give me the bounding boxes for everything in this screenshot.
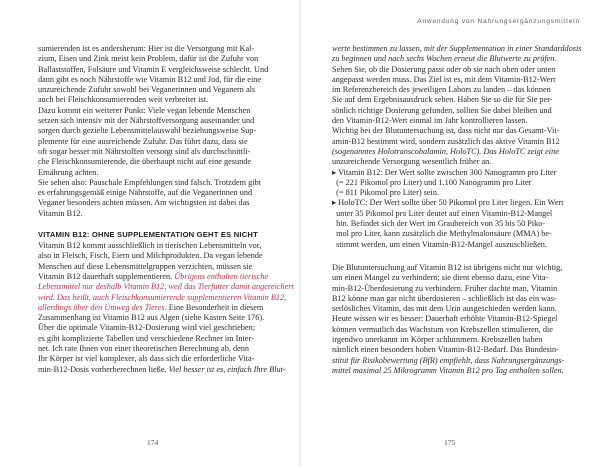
- text-line: unzureichende Zufuhr sowohl bei Veganerinnen und Veganern als: [38, 85, 256, 95]
- text-run: (= 221 Pikomol pro Liter) und 1.100 Nanogramm pro Liter: [336, 177, 532, 187]
- text-line: sumierenden ist es andersherum: Hier ist die Versorgung mit Kal-: [38, 44, 255, 53]
- text-line: plemente für eine ausreichende Zufuhr. Das führt dazu, dass sie: [38, 136, 248, 146]
- left-text-column: [38, 44, 294, 375]
- text-line: B12 könne man gar nicht überdosieren – schließlich ist das ein was-: [332, 293, 557, 303]
- text-line: Vitamin B12.: [38, 208, 83, 218]
- text-line: auch bei Fleischkonsumierenden weit verbreitet ist.: [38, 95, 208, 105]
- text-line: Über die optimale Vitamin-B12-Dosierung wird viel geschrieben;: [38, 323, 256, 333]
- text-run: Vitamin B12 dauerhaft supplementieren.: [38, 271, 173, 281]
- text-run: mol pro Liter, kann zusätzlich die Methylmalonsäure (MMA) be-: [336, 229, 552, 239]
- bullet-list: [332, 168, 576, 250]
- paragraph-b12: [38, 241, 294, 375]
- text-line: amin-B12 bestimmt wird, sondern zusätzlich das aktive Vitamin B12: [332, 136, 560, 146]
- text-line: setzen sich intensiv mit der Nährstoffversorgung auseinander und: [38, 116, 255, 126]
- text-line: um einen Mangel zu verhindern; sie dient ebenso dazu, eine Vita-: [332, 273, 549, 283]
- text-line: Veganer besonders achten müssen. Am wichtigsten ist dabei das: [38, 198, 250, 208]
- text-line: Zusammenhang ist Vitamin B12 aus Algen (siehe Kasten Seite 176).: [38, 313, 265, 323]
- text-run: hin. Befindet sich der Wert im Graubereich von 35 bis 50 Piko-: [336, 219, 546, 229]
- text-line: angepasst werden muss. Das Ziel ist es, mit dem Vitamin-B12-Wert: [332, 74, 556, 84]
- text-run: (= 811 Pikomol pro Liter) sein.: [336, 188, 440, 198]
- text-line: min-B12-Überdosierung zu verhindern. Früher dachte man, Vitamin: [332, 283, 558, 293]
- list-item: [332, 168, 576, 199]
- text-line: Wichtig bei der Blutuntersuchung ist, dass nicht nur das Gesamt-Vit-: [332, 126, 560, 136]
- text-line: [38, 303, 278, 313]
- text-line: zium, Eisen und Zink meist kein Problem, dafür ist die Zufuhr von: [38, 54, 259, 64]
- page-number-right: 175: [444, 438, 456, 447]
- text-line: Menschen auf diese Lebensmittelgruppen verzichten, müssen sie: [38, 261, 253, 271]
- text-line: Ernährung achten.: [38, 167, 99, 177]
- paragraph-blood-test: [332, 44, 582, 168]
- bullet-line: [332, 219, 576, 229]
- text-line: werte bestimmen zu lassen, mit der Supplementation in einer Standarddosis: [332, 44, 582, 53]
- text-line: unzureichende Versorgung wesentlich früher an.: [332, 157, 492, 167]
- highlighted-note: allerdings über den Umweg des Tieres.: [38, 302, 167, 312]
- text-line: sönlich richtige Dosierung gefunden, sollten Sie dabei bleiben und: [332, 105, 552, 115]
- text-line: Die Blutuntersuchung auf Vitamin B12 ist übrigens nicht nur wichtig,: [332, 262, 563, 272]
- right-text-column: [332, 44, 582, 376]
- text-line: [38, 364, 286, 375]
- text-line: irgendwo unerkannt im Körper schlummern. Krebszellen haben: [332, 335, 543, 345]
- text-run: min-B12-Dosis vorherberechnen ließe.: [38, 364, 167, 374]
- text-run: Vitamin B12: Der Wert sollte zwischen 300 Nanogramm pro Liter: [338, 167, 557, 177]
- page-number-left: 174: [147, 438, 159, 447]
- text-line: es gibt komplizierte Tabellen und verschiedene Rechner im Inter-: [38, 333, 254, 343]
- highlighted-note: Übrigens enthalten tierische: [174, 271, 269, 281]
- paragraph-overdose: [332, 263, 576, 376]
- text-line: che Fleischkonsumierende, die überhaupt nicht auf eine gesunde: [38, 157, 252, 167]
- text-line: stitut für Risikobewertung (BfR) empfiehlt, dass Nahrungsergänzungs-: [332, 355, 565, 365]
- text-line: den Vitamin-B12-Wert einmal im Jahr kontrollieren lassen.: [332, 116, 528, 126]
- text-line: oft sogar besser mit Nährstoffen versorgt sind als durchschnittli-: [38, 146, 251, 156]
- text-run: unter 35 Pikomol pro Liter deutet auf einen Vitamin-B12-Mangel: [336, 208, 553, 218]
- highlighted-note-line: Lebensmittel nur deshalb Vitamin B12, weil das Tierfutter damit angereichert: [38, 282, 294, 292]
- text-line: Vitamin B12 kommt ausschließlich in tierischen Lebensmitteln vor,: [38, 241, 262, 251]
- text-run: stimmt werden, um einen Vitamin-B12-Mangel auszuschließen.: [336, 239, 547, 249]
- text-line: mittel maximal 25 Mikrogramm Vitamin B12 pro Tag enthalten sollen.: [332, 365, 564, 375]
- text-line: dann gibt es noch Nährstoffe wie Vitamin B12 und Jod, für die eine: [38, 74, 262, 84]
- text-run: Eine Besonderheit in diesem: [168, 302, 264, 312]
- text-line: Sie sehen also: Pauschale Empfehlungen sind falsch. Trotzdem gibt: [38, 177, 261, 187]
- section-heading: VITAMIN B12: OHNE SUPPLEMENTATION GEHT ES NICHT: [38, 230, 258, 240]
- running-head: Anwendung von Nahrungsergänzungsmitteln: [417, 18, 580, 25]
- text-line: nämlich einen besonders hohen Vitamin-B12-Bedarf. Das Bundesin-: [332, 345, 559, 355]
- bullet-line: [332, 229, 576, 239]
- text-line: es erfahrungsgemäß einige Nährstoffe, auf die Veganerinnen und: [38, 188, 253, 198]
- bullet-line: ▸ HoloTC: Der Wert sollte über 50 Pikomol pro Liter liegen. Ein Wert: [332, 198, 564, 208]
- text-line: Sehen Sie, ob die Dosierung passt oder ob sie nach oben oder unten: [332, 64, 556, 74]
- text-run: HoloTC: Der Wert sollte über 50 Pikomol pro Liter liegen. Ein Wert: [338, 198, 564, 208]
- bullet-line: [332, 209, 576, 219]
- highlighted-note-line: wird. Das heißt, auch Fleischkonsumierende supplementieren Vitamin B12,: [38, 292, 287, 302]
- paragraph-intro: [38, 44, 278, 219]
- text-line: Ihr Körper ist viel komplexer, als dass sich die erforderliche Vita-: [38, 354, 255, 364]
- text-line: Heute wissen wir es besser: Dauerhaft erhöhte Vitamin-B12-Spiegel: [332, 314, 558, 324]
- text-line: sorgen durch gezielte Lebensmittelauswahl beziehungsweise Sup-: [38, 126, 257, 136]
- text-line: Sie auf dem Ergebnisausdruck sehen. Haben Sie so die für Sie per-: [332, 95, 553, 105]
- text-line: Ballaststoffen, Folsäure und Vitamin E vergleichsweise schlecht. Und: [38, 64, 269, 74]
- bullet-line: [332, 188, 576, 198]
- text-line: also in Fleisch, Fisch, Eiern und Milchprodukten. Da vegan lebende: [38, 251, 263, 261]
- text-line: (sogenanntes Holotranscobalamin, HoloTC). Das HoloTC zeigt eine: [332, 146, 559, 156]
- italic-run: Viel besser ist es, einfach Ihre Blut-: [168, 364, 286, 374]
- text-line: [38, 272, 278, 282]
- text-line: können vermutlich das Wachstum von Krebszellen stimulieren, die: [332, 324, 553, 334]
- text-line: Dazu kommt ein weiterer Punkt: Viele vegan lebende Menschen: [38, 105, 251, 115]
- list-item: [332, 198, 576, 249]
- bullet-line: [332, 178, 576, 188]
- text-line: serlösliches Vitamin, das mit dem Urin ausgeschieden werden kann.: [332, 304, 557, 314]
- bullet-line: ▸ Vitamin B12: Der Wert sollte zwischen 300 Nanogramm pro Liter: [332, 167, 557, 177]
- text-line: net. Ich rate Ihnen von einer theoretischen Berechnung ab, denn: [38, 344, 249, 354]
- right-page: [300, 0, 600, 467]
- text-line: im Referenzbereich des jeweiligen Labors zu landen – das können: [332, 85, 551, 95]
- bullet-line: [332, 240, 576, 250]
- text-line: zu beginnen und nach sechs Wochen erneut die Blutwerte zu prüfen.: [332, 54, 557, 64]
